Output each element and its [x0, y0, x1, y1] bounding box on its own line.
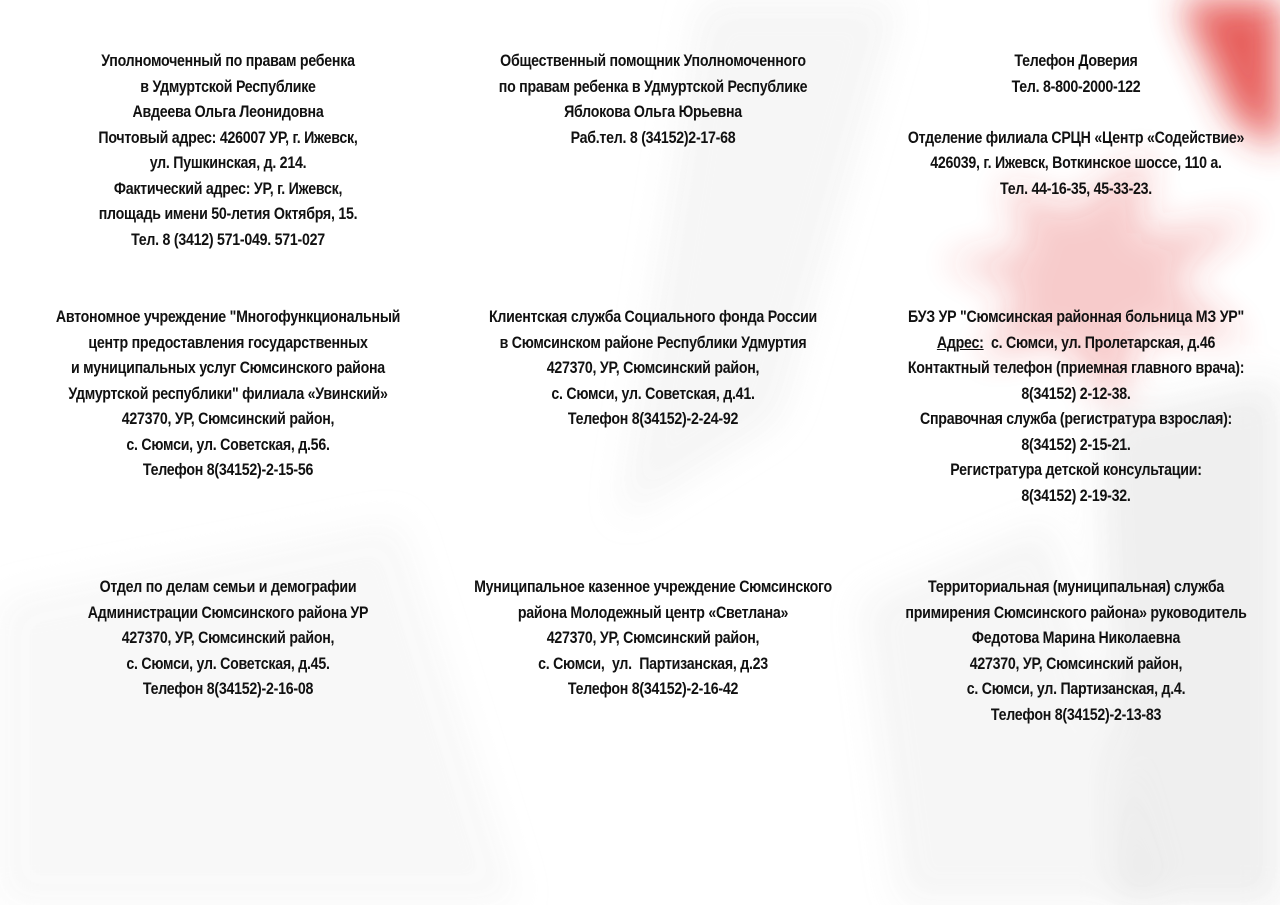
assistant-region: по правам ребенка в Удмуртской Республике: [498, 77, 808, 96]
social-fund-phone: Телефон 8(34152)-2-24-92: [567, 410, 739, 428]
srcn-branch-phone: Тел. 44-16-35, 45-33-23.: [999, 179, 1152, 198]
helpline-contact: [889, 49, 1264, 202]
srcn-branch-title: Отделение филиала СРЦН «Центр «Содействие»: [907, 128, 1245, 147]
hospital-reception-label: Справочная служба (регистратура взрослая):: [919, 410, 1233, 428]
mfc-phone: Телефон 8(34152)-2-15-56: [142, 461, 314, 479]
family-dept-address-1: 427370, УР, Сюмсинский район,: [121, 629, 335, 647]
mfc-address-1: 427370, УР, Сюмсинский район,: [121, 410, 335, 428]
assistant-name: Яблокова Ольга Юрьевна: [564, 103, 742, 121]
youth-center-address-2: с. Сюмси, ул. Партизанская, д.23: [538, 654, 768, 673]
helpline-spacer: [889, 100, 1264, 126]
family-dept-title-2: Администрации Сюмсинского района УР: [87, 603, 369, 622]
assistant-title: Общественный помощник Уполномоченного: [500, 52, 806, 70]
hospital-children-phone: 8(34152) 2-19-32.: [1021, 486, 1131, 505]
mediation-phone: Телефон 8(34152)-2-13-83: [990, 705, 1162, 724]
ombudsman-postal-street: ул. Пушкинская, д. 214.: [149, 154, 307, 172]
helpline-phone: Тел. 8-800-2000-122: [1011, 77, 1141, 96]
ombudsman-actual-street: площадь имени 50-летия Октября, 15.: [98, 205, 358, 223]
mfc-title-2: центр предоставления государственных: [88, 333, 368, 352]
mediation-title-2: примирения Сюмсинского района» руководитель: [905, 603, 1247, 622]
youth-center-title-1: Муниципальное казенное учреждение Сюмсинского: [474, 578, 832, 596]
mfc-address-2: с. Сюмси, ул. Советская, д.56.: [126, 435, 330, 454]
hospital-address-text: с. Сюмси, ул. Пролетарская, д.46: [983, 333, 1216, 352]
social-fund-title-1: Клиентская служба Социального фонда России: [488, 308, 818, 326]
mfc-title-1: Автономное учреждение "Многофункциональный: [55, 308, 401, 326]
mfc-contact: [47, 305, 408, 484]
hospital-head-phone: 8(34152) 2-12-38.: [1021, 384, 1131, 403]
helpline-title: Телефон Доверия: [1014, 52, 1138, 70]
ombudsman-contact: [47, 49, 408, 253]
assistant-phone: Раб.тел. 8 (34152)2-17-68: [570, 128, 736, 147]
family-dept-title-1: Отдел по делам семьи и демографии: [99, 578, 357, 596]
family-dept-address-2: с. Сюмси, ул. Советская, д.45.: [126, 654, 330, 673]
hospital-head-phone-label: Контактный телефон (приемная главного врача):: [907, 359, 1245, 377]
social-fund-address-1: 427370, УР, Сюмсинский район,: [546, 359, 760, 377]
hospital-reception-phone: 8(34152) 2-15-21.: [1021, 435, 1131, 454]
mfc-title-3: и муниципальных услуг Сюмсинского района: [71, 359, 385, 377]
hospital-address: [889, 331, 1264, 357]
mfc-title-4: Удмуртской республики" филиала «Увинский»: [68, 384, 388, 403]
ombudsman-name: Авдеева Ольга Леонидовна: [132, 103, 324, 121]
family-dept-phone: Телефон 8(34152)-2-16-08: [142, 680, 314, 698]
hospital-title: БУЗ УР "Сюмсинская районная больница МЗ УР": [908, 308, 1244, 326]
ombudsman-phone: Тел. 8 (3412) 571-049. 571-027: [131, 230, 325, 249]
mediation-contact: [889, 575, 1264, 728]
social-fund-title-2: в Сюмсинском районе Республики Удмуртия: [499, 333, 807, 352]
hospital-children-label: Регистратура детской консультации:: [950, 461, 1202, 479]
ombudsman-postal-address: Почтовый адрес: 426007 УР, г. Ижевск,: [98, 128, 358, 147]
mediation-title-1: Территориальная (муниципальная) служба: [927, 578, 1225, 596]
mediation-head-name: Федотова Марина Николаевна: [971, 629, 1181, 647]
srcn-branch-address: 426039, г. Ижевск, Воткинское шоссе, 110 а.: [930, 154, 1222, 172]
youth-center-title-2: района Молодежный центр «Светлана»: [517, 603, 789, 622]
ombudsman-actual-address: Фактический адрес: УР, г. Ижевск,: [113, 179, 343, 198]
ombudsman-region: в Удмуртской Республике: [140, 77, 316, 96]
hospital-contact: [889, 305, 1264, 509]
social-fund-contact: [472, 305, 833, 433]
ombudsman-title: Уполномоченный по правам ребенка: [101, 52, 355, 70]
assistant-contact: [472, 49, 833, 151]
mediation-address-2: с. Сюмси, ул. Партизанская, д.4.: [966, 680, 1186, 698]
youth-center-address-1: 427370, УР, Сюмсинский район,: [546, 629, 760, 647]
mediation-address-1: 427370, УР, Сюмсинский район,: [969, 654, 1183, 673]
youth-center-contact: [472, 575, 833, 703]
youth-center-phone: Телефон 8(34152)-2-16-42: [567, 680, 739, 698]
family-dept-contact: [47, 575, 408, 703]
social-fund-address-2: с. Сюмси, ул. Советская, д.41.: [551, 384, 755, 403]
hospital-address-label: Адрес:: [936, 333, 984, 352]
